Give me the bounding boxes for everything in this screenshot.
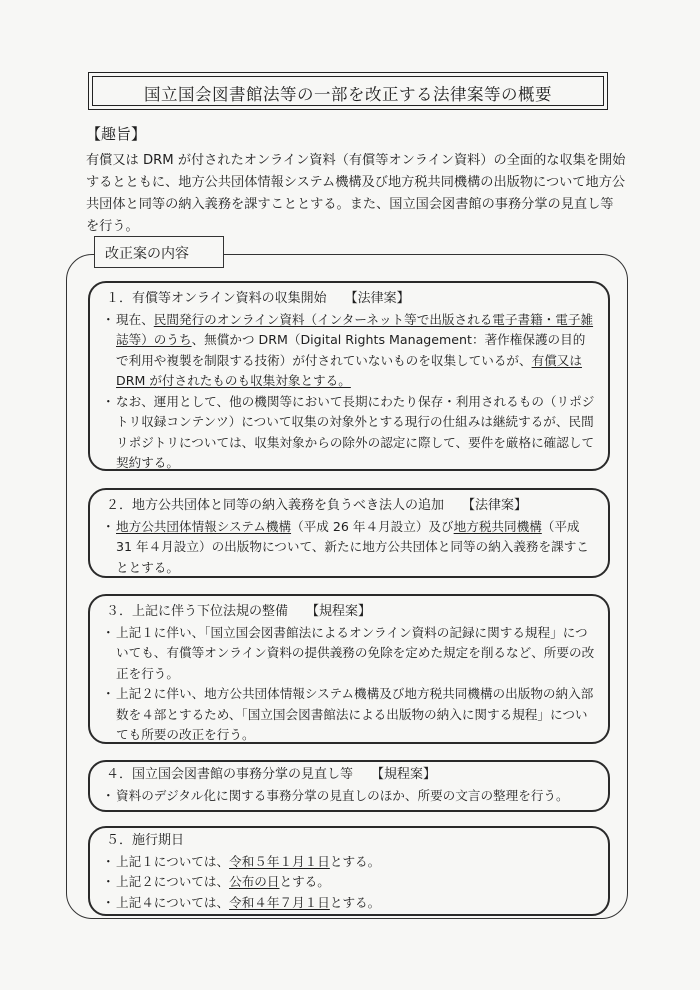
section-1-b1-pre: 現在、: [116, 311, 154, 327]
amendments-tab-label: 改正案の内容: [105, 246, 189, 262]
section-4-title: ４．国立国会図書館の事務分掌の見直し等: [106, 767, 354, 782]
section-5-b1-pre: 上記１については、: [116, 853, 230, 869]
section-1-b1-mid: 、無償かつ DRM（Digital Rights Management：著作権保護の目的で利用や複製を制限する技術）が付されていないものを収集しているが、: [116, 332, 586, 368]
section-2-b1-post: （平成 31 年４月設立）の出版物について、新たに地方公共団体と同等の納入義務を課すこととする。: [116, 518, 589, 575]
document-title: 国立国会図書館法等の一部を改正する法律案等の概要: [144, 85, 552, 104]
amendments-tab: [94, 236, 224, 268]
section-1-b1-underline-2: 有償又は DRM が付されたものも収集対象とする。: [116, 352, 582, 388]
section-5-b2-post: とする。: [279, 874, 330, 889]
section-5-bullet-1: [106, 852, 596, 873]
section-5-bullet-3: [106, 893, 596, 914]
section-2-b1-underline-1: 地方公共団体情報システム機構: [116, 518, 292, 534]
section-2-b1-underline-2: 地方税共同機構: [453, 518, 542, 534]
section-1-bullet-1: [106, 310, 596, 392]
section-2-b1-mid: （平成 26 年４月設立）及び: [291, 518, 454, 534]
section-3-card: [88, 594, 610, 744]
section-1-b1-underline-1: 民間発行のオンライン資料（インターネット等で出版される電子書籍・電子雑誌等）のうち: [116, 311, 594, 347]
section-5-b3-post: とする。: [329, 894, 381, 910]
section-4-bullet-1: ・ 資料のデジタル化に関する事務分掌の見直しのほか、所要の文言の整理を行う。: [106, 786, 596, 807]
section-3-tag: 【規程案】: [306, 604, 372, 619]
section-2-heading: [106, 496, 596, 517]
section-5-b3-pre: 上記４については、: [116, 894, 230, 910]
section-5-card: [88, 826, 610, 916]
section-2-tag: 【法律案】: [462, 498, 528, 513]
section-5-b3-date: 令和４年７月１日: [229, 894, 330, 910]
section-1-bullet-2: ・ なお、運用として、他の機関等において長期にわたり保存・利用されるもの（リポジトリ収録コンテンツ）について収集の対象外とする現行の仕組みは継続するが、民間リポジトリについては、収集対象からの除外の認定に際して、要件を厳格に確認して契約する。: [106, 392, 596, 474]
section-5-title: ５．施行期日: [106, 833, 185, 848]
title-box: [88, 72, 608, 110]
section-5-b2-pre: 上記２については、: [116, 874, 230, 889]
purpose-heading: 【趣旨】: [86, 125, 147, 143]
section-5-b2-date: 公布の日: [229, 874, 280, 889]
section-5-b1-date: 令和５年１月１日: [229, 853, 330, 869]
section-3-bullet-2: ・ 上記２に伴い、地方公共団体情報システム機構及び地方税共同機構の出版物の納入部数を４部とするため、「国立国会図書館法による出版物の納入に関する規程」についても所要の改正を行う。: [106, 684, 596, 746]
purpose-text: 有償又は DRM が付されたオンライン資料（有償等オンライン資料）の全面的な収集を開始するとともに、地方公共団体情報システム機構及び地方税共同機構の出版物について地方公共団体と同等の納入義務を課すこととする。また、国立国会図書館の事務分掌の見直し等を行う。: [86, 153, 626, 234]
section-4-tag: 【規程案】: [371, 767, 437, 782]
section-4-card: [88, 760, 610, 812]
section-1-title: １．有償等オンライン資料の収集開始: [106, 291, 327, 306]
section-3-title: ３．上記に伴う下位法規の整備: [106, 604, 289, 619]
section-4-heading: [106, 765, 596, 786]
section-1-tag: 【法律案】: [344, 291, 410, 306]
section-5-b1-post: とする。: [329, 853, 381, 869]
section-2-bullet-1: [106, 517, 596, 579]
section-1-heading: [106, 289, 596, 310]
section-2-title: ２．地方公共団体と同等の納入義務を負うべき法人の追加: [106, 498, 445, 513]
section-5-bullet-2: [106, 872, 596, 893]
section-3-bullet-1: ・ 上記１に伴い、「国立国会図書館法によるオンライン資料の記録に関する規程」についても、有償等オンライン資料の提供義務の免除を定めた規定を削るなど、所要の改正を行う。: [106, 623, 596, 685]
section-1-card: [88, 281, 610, 471]
section-3-heading: [106, 602, 596, 623]
section-2-card: [88, 488, 610, 578]
